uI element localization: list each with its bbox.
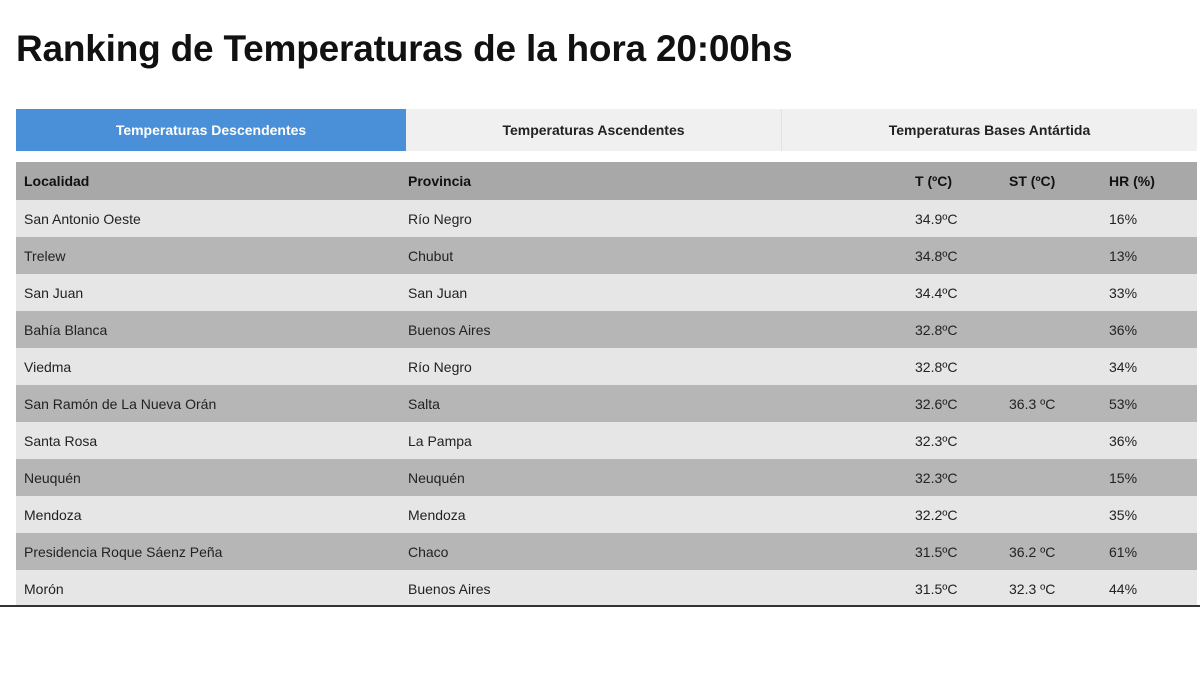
column-header-humidity[interactable]: HR (%) [1109,173,1155,189]
cell-temperature: 32.8ºC [915,321,958,338]
cell-localidad: Viedma [24,358,72,375]
table-row [16,311,1197,348]
cell-temperature: 32.3ºC [915,469,958,486]
table-row [16,237,1197,274]
column-header-thermal-sensation[interactable]: ST (ºC) [1009,173,1056,189]
cell-humidity: 36% [1109,432,1138,449]
bottom-divider [0,605,1200,607]
cell-thermal-sensation: 36.3 ºC [1009,395,1056,412]
table-row [16,385,1197,422]
cell-provincia: Buenos Aires [408,321,491,338]
tab-temperaturas-descendentes[interactable]: Temperaturas Descendentes [16,109,406,151]
cell-localidad: Santa Rosa [24,432,98,449]
cell-thermal-sensation: 32.3 ºC [1009,580,1056,597]
cell-localidad: Morón [24,580,64,597]
cell-humidity: 13% [1109,247,1138,264]
table-header-row [16,162,1197,200]
table-row [16,348,1197,385]
column-header-temperature[interactable]: T (ºC) [915,173,952,189]
cell-localidad: Presidencia Roque Sáenz Peña [24,543,223,560]
cell-humidity: 33% [1109,284,1138,301]
cell-humidity: 34% [1109,358,1138,375]
cell-localidad: San Antonio Oeste [24,210,141,227]
cell-thermal-sensation [1001,459,1101,496]
table-row [16,200,1197,237]
cell-localidad: Neuquén [24,469,81,486]
table-body [16,200,1197,605]
table-row [16,422,1197,459]
cell-provincia: Salta [408,395,440,412]
table-row [16,459,1197,496]
ranking-table-container [16,162,1197,605]
cell-humidity: 53% [1109,395,1138,412]
cell-provincia: Buenos Aires [408,580,491,597]
tab-bar [16,109,1197,151]
cell-temperature: 34.4ºC [915,284,958,301]
cell-humidity: 16% [1109,210,1138,227]
table-row [16,274,1197,311]
cell-thermal-sensation [1001,348,1101,385]
cell-humidity: 36% [1109,321,1138,338]
cell-provincia: Mendoza [408,506,466,523]
cell-localidad: Bahía Blanca [24,321,108,338]
cell-temperature: 32.8ºC [915,358,958,375]
column-header-localidad[interactable]: Localidad [24,173,90,189]
cell-thermal-sensation: 36.2 ºC [1009,543,1056,560]
cell-thermal-sensation [1001,311,1101,348]
cell-temperature: 31.5ºC [915,543,958,560]
cell-temperature: 32.3ºC [915,432,958,449]
table-row [16,533,1197,570]
cell-localidad: Trelew [24,247,66,264]
cell-humidity: 35% [1109,506,1138,523]
cell-provincia: La Pampa [408,432,472,449]
cell-provincia: San Juan [408,284,468,301]
cell-humidity: 61% [1109,543,1138,560]
table-row [16,496,1197,533]
cell-temperature: 32.2ºC [915,506,958,523]
cell-localidad: San Ramón de La Nueva Orán [24,395,217,412]
cell-thermal-sensation [1001,200,1101,237]
cell-thermal-sensation [1001,274,1101,311]
cell-provincia: Chubut [408,247,454,264]
cell-localidad: Mendoza [24,506,82,523]
ranking-table [16,162,1197,605]
cell-provincia: Neuquén [408,469,465,486]
cell-thermal-sensation [1001,422,1101,459]
cell-humidity: 15% [1109,469,1138,486]
cell-provincia: Río Negro [408,358,472,375]
tab-temperaturas-ascendentes[interactable]: Temperaturas Ascendentes [406,109,782,151]
cell-provincia: Chaco [408,543,449,560]
column-header-provincia[interactable]: Provincia [408,173,472,189]
cell-temperature: 34.9ºC [915,210,958,227]
cell-localidad: San Juan [24,284,84,301]
cell-provincia: Río Negro [408,210,472,227]
tab-temperaturas-bases-antartida[interactable]: Temperaturas Bases Antártida [782,109,1197,151]
page-title: Ranking de Temperaturas de la hora 20:00hs [16,28,793,69]
table-row [16,570,1197,605]
cell-thermal-sensation [1001,496,1101,533]
cell-temperature: 34.8ºC [915,247,958,264]
cell-temperature: 31.5ºC [915,580,958,597]
cell-humidity: 44% [1109,580,1138,597]
cell-thermal-sensation [1001,237,1101,274]
cell-temperature: 32.6ºC [915,395,958,412]
